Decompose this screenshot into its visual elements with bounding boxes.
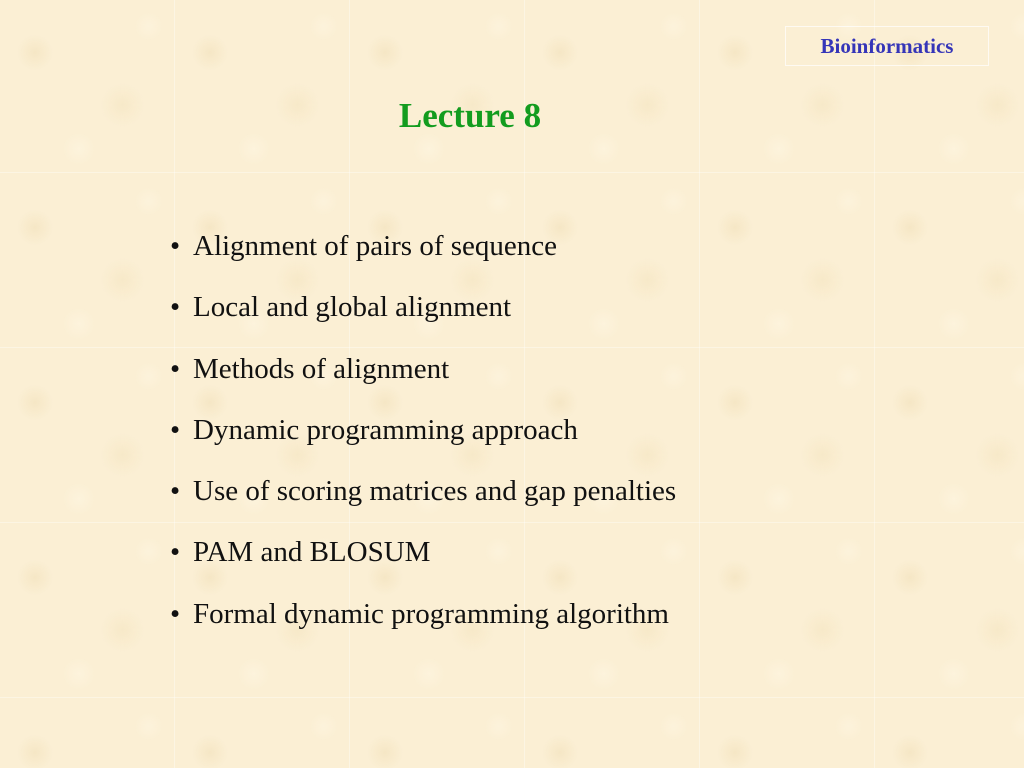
bullet-text: Methods of alignment [193, 352, 450, 385]
bullet-text: Use of scoring matrices and gap penalties [193, 475, 677, 508]
bullet-icon: • [170, 597, 181, 630]
bullet-text: Alignment of pairs of sequence [193, 230, 558, 262]
bullet-icon: • [170, 475, 181, 508]
bullet-text: Formal dynamic programming algorithm [193, 597, 669, 630]
bullet-item [170, 277, 676, 338]
course-label: Bioinformatics [820, 33, 954, 58]
bullet-icon: • [170, 291, 181, 324]
bullet-item [170, 461, 676, 522]
bullet-icon: • [170, 536, 181, 569]
bullet-item [170, 522, 676, 583]
bullet-item [170, 400, 676, 461]
bullet-item [170, 339, 676, 400]
slide-title: Lecture 8 [398, 96, 542, 135]
bullet-text: Dynamic programming approach [193, 413, 578, 446]
bullet-item [170, 216, 676, 277]
bullet-list [170, 216, 676, 645]
bullet-icon: • [170, 230, 181, 262]
bullet-icon: • [170, 352, 181, 385]
course-label-box [785, 26, 989, 66]
bullet-text: PAM and BLOSUM [193, 536, 431, 569]
bullet-text: Local and global alignment [193, 291, 512, 324]
bullet-icon: • [170, 413, 181, 446]
bullet-item [170, 584, 676, 645]
